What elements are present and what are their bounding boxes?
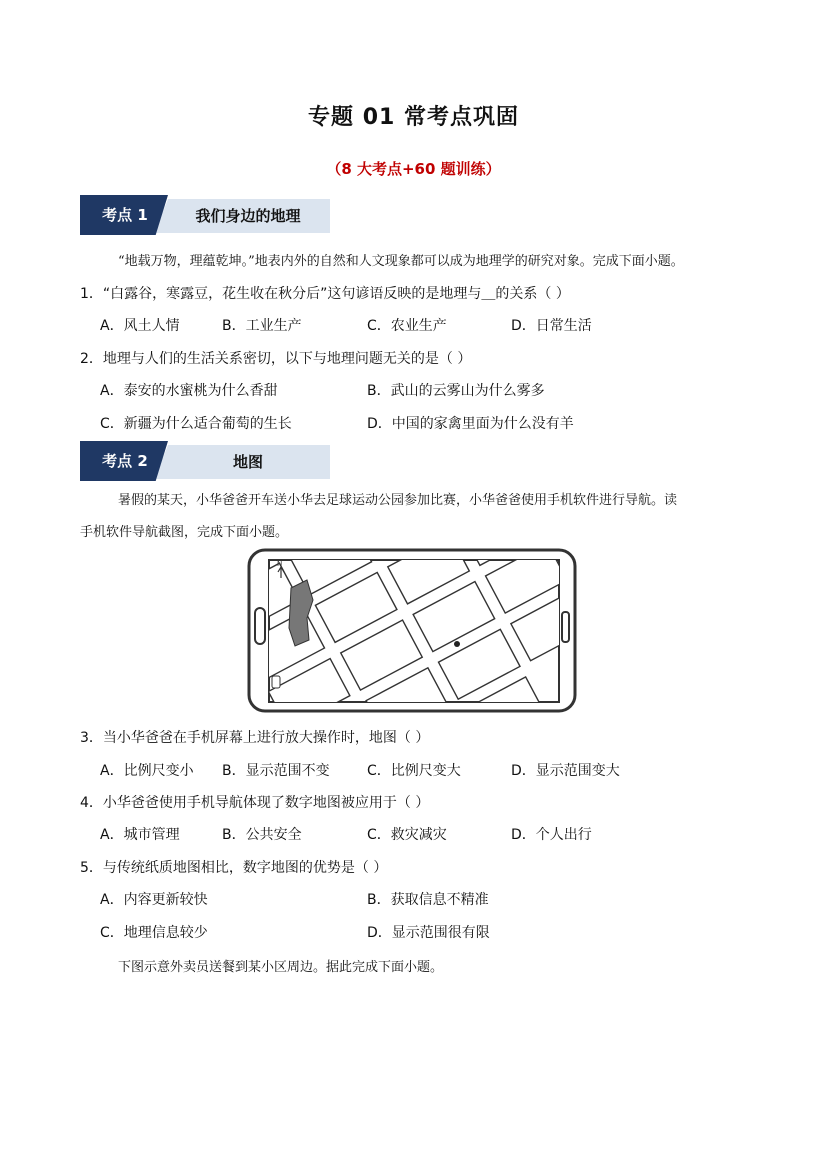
question-4-option-b[interactable]: B．公共安全	[222, 827, 302, 843]
question-1-option-a[interactable]: A．风土人情	[100, 318, 180, 334]
question-4-option-a[interactable]: A．城市管理	[100, 827, 180, 843]
question-2-option-b[interactable]: B．武山的云雾山为什么雾多	[367, 383, 545, 399]
phone-side-button-right	[562, 612, 569, 642]
north-label: N	[277, 560, 283, 568]
question-4-option-d[interactable]: D．个人出行	[511, 827, 592, 843]
question-3-option-a[interactable]: A．比例尺变小	[100, 763, 194, 779]
question-2-option-a[interactable]: A．泰安的水蜜桃为什么香甜	[100, 383, 278, 399]
page-subtitle: （8 大考点+60 题训练）	[326, 160, 501, 178]
question-1-option-c[interactable]: C．农业生产	[367, 318, 447, 334]
question-3-stem: 3．当小华爸爸在手机屏幕上进行放大操作时，地图（ ）	[80, 730, 430, 746]
question-3-option-b[interactable]: B．显示范围不变	[222, 763, 330, 779]
question-5-option-b[interactable]: B．获取信息不精准	[367, 892, 489, 908]
question-3-option-d[interactable]: D．显示范围变大	[511, 763, 620, 779]
passage-3: 下图示意外卖员送餐到某小区周边。据此完成下面小题。	[118, 960, 444, 975]
question-1-option-b[interactable]: B．工业生产	[222, 318, 302, 334]
section-banner-2	[80, 441, 330, 481]
question-2-stem: 2．地理与人们的生活关系密切，以下与地理问题无关的是（ ）	[80, 351, 472, 367]
location-marker	[454, 641, 460, 647]
passage-1: “地载万物，理蕴乾坤。”地表内外的自然和人文现象都可以成为地理学的研究对象。完成下面小题。	[118, 254, 684, 269]
question-5-stem: 5．与传统纸质地图相比，数字地图的优势是（ ）	[80, 860, 388, 876]
section-name: 我们身边的地理	[195, 207, 301, 225]
passage-2-line-1: 暑假的某天，小华爸爸开车送小华去足球运动公园参加比赛，小华爸爸使用手机软件进行导航。读	[118, 493, 678, 508]
section-tag: 考点 2	[102, 452, 148, 470]
question-5-option-a[interactable]: A．内容更新较快	[100, 892, 208, 908]
question-3-option-c[interactable]: C．比例尺变大	[367, 763, 461, 779]
section-name: 地图	[232, 453, 263, 471]
passage-2-line-2: 手机软件导航截图，完成下面小题。	[80, 525, 289, 540]
section-tag: 考点 1	[102, 206, 148, 224]
phone-map-figure	[247, 548, 577, 713]
page-title: 专题 01 常考点巩固	[308, 105, 519, 130]
question-5-option-c[interactable]: C．地理信息较少	[100, 925, 208, 941]
question-5-option-d[interactable]: D．显示范围很有限	[367, 925, 490, 941]
phone-side-button-left	[255, 608, 265, 644]
question-1-stem: 1．“白露谷，寒露豆，花生收在秋分后”这句谚语反映的是地理与＿的关系（ ）	[80, 286, 570, 302]
section-banner-1	[80, 195, 330, 235]
question-1-option-d[interactable]: D．日常生活	[511, 318, 592, 334]
question-2-option-d[interactable]: D．中国的家禽里面为什么没有羊	[367, 416, 574, 432]
question-4-option-c[interactable]: C．救灾减灾	[367, 827, 447, 843]
question-4-stem: 4．小华爸爸使用手机导航体现了数字地图被应用于（ ）	[80, 795, 430, 811]
question-2-option-c[interactable]: C．新疆为什么适合葡萄的生长	[100, 416, 292, 432]
